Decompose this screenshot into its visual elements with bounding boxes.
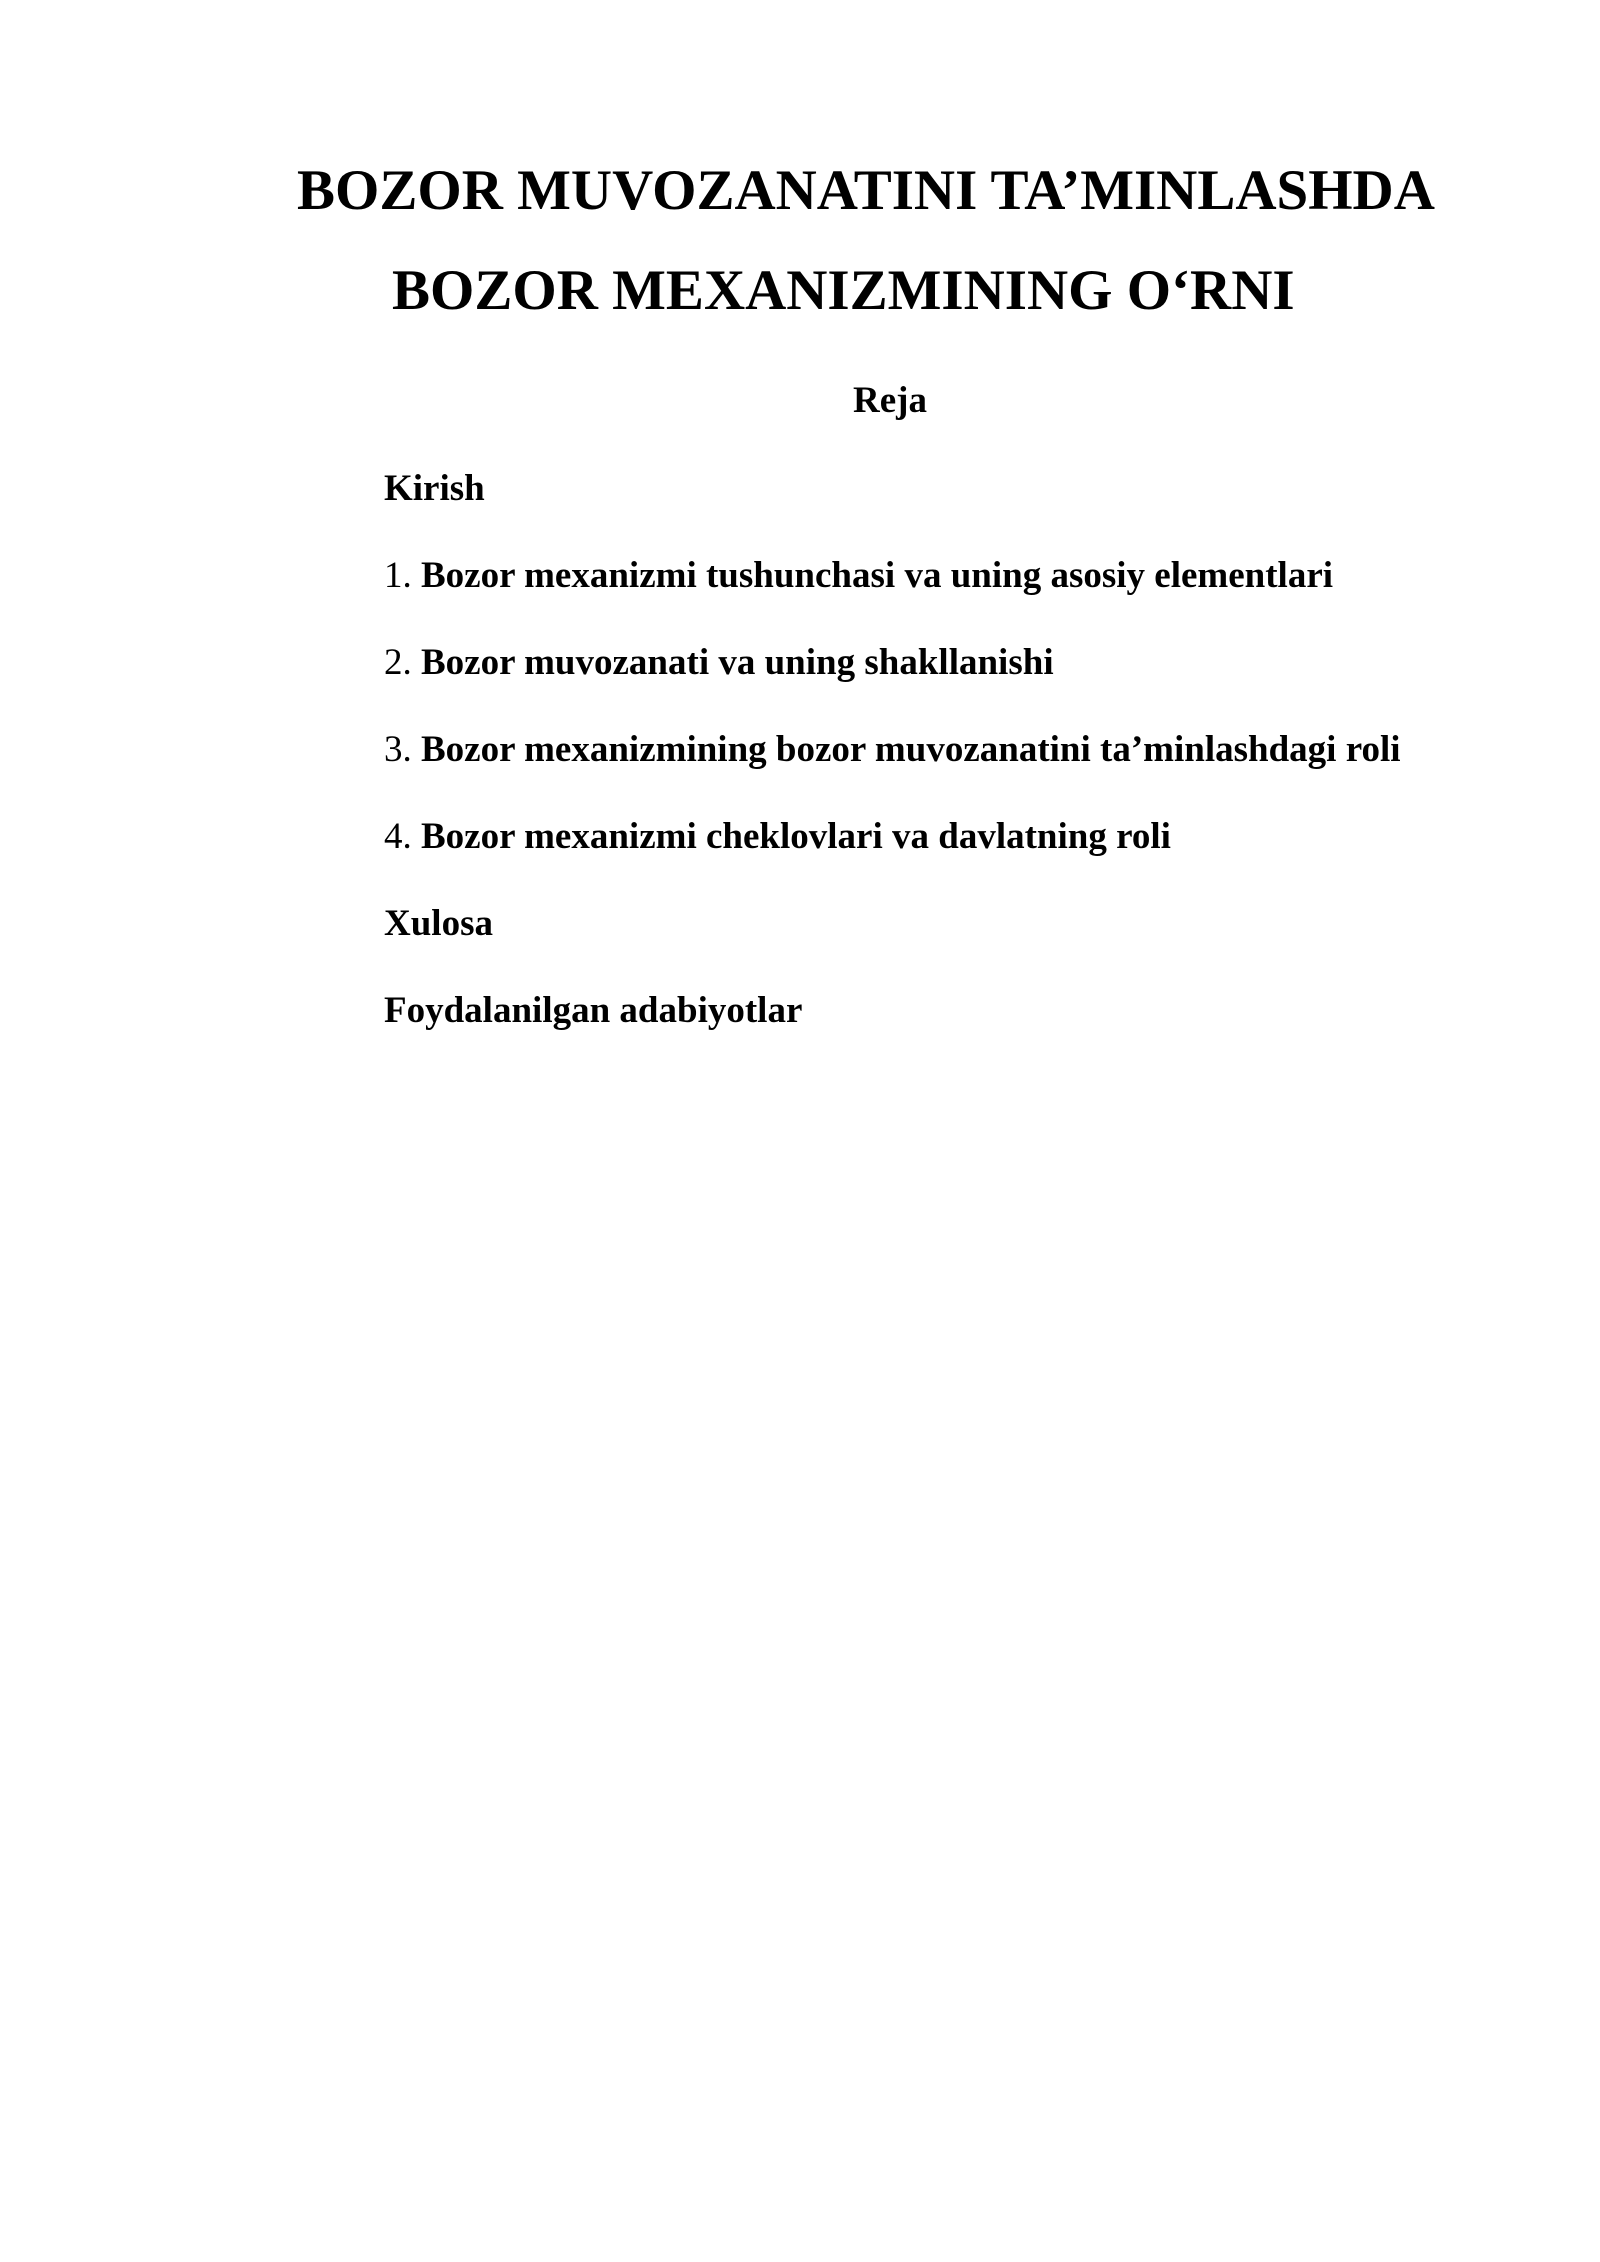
plan-item-intro	[384, 469, 1401, 556]
plan-item-text: Bozor mexanizmining bozor muvozanatini ta’minlashdagi roli	[421, 729, 1401, 770]
document-title-line-1: BOZOR MUVOZANATINI TA’MINLASHDA	[297, 159, 1435, 222]
plan-item-text: Bozor mexanizmi cheklovlari va davlatning roli	[421, 816, 1171, 857]
plan-item-4	[384, 817, 1401, 904]
plan-item-3	[384, 730, 1401, 817]
plan-item-number: 1.	[384, 555, 421, 596]
plan-item-text: Foydalanilgan adabiyotlar	[384, 990, 803, 1031]
plan-item-text: Kirish	[384, 468, 485, 509]
plan-list	[384, 469, 1401, 1078]
plan-item-text: Bozor muvozanati va uning shakllanishi	[421, 642, 1054, 683]
plan-item-2	[384, 643, 1401, 730]
plan-item-number: 4.	[384, 816, 421, 857]
plan-heading: Reja	[853, 380, 927, 421]
plan-item-number: 2.	[384, 642, 421, 683]
plan-item-text: Bozor mexanizmi tushunchasi va uning asosiy elementlari	[421, 555, 1334, 596]
plan-item-number: 3.	[384, 729, 421, 770]
plan-item-text: Xulosa	[384, 903, 493, 944]
plan-item-1	[384, 556, 1401, 643]
document-title-line-2: BOZOR MEXANIZMINING O‘RNI	[392, 259, 1295, 322]
plan-item-conclusion	[384, 904, 1401, 991]
plan-item-references	[384, 991, 1401, 1078]
